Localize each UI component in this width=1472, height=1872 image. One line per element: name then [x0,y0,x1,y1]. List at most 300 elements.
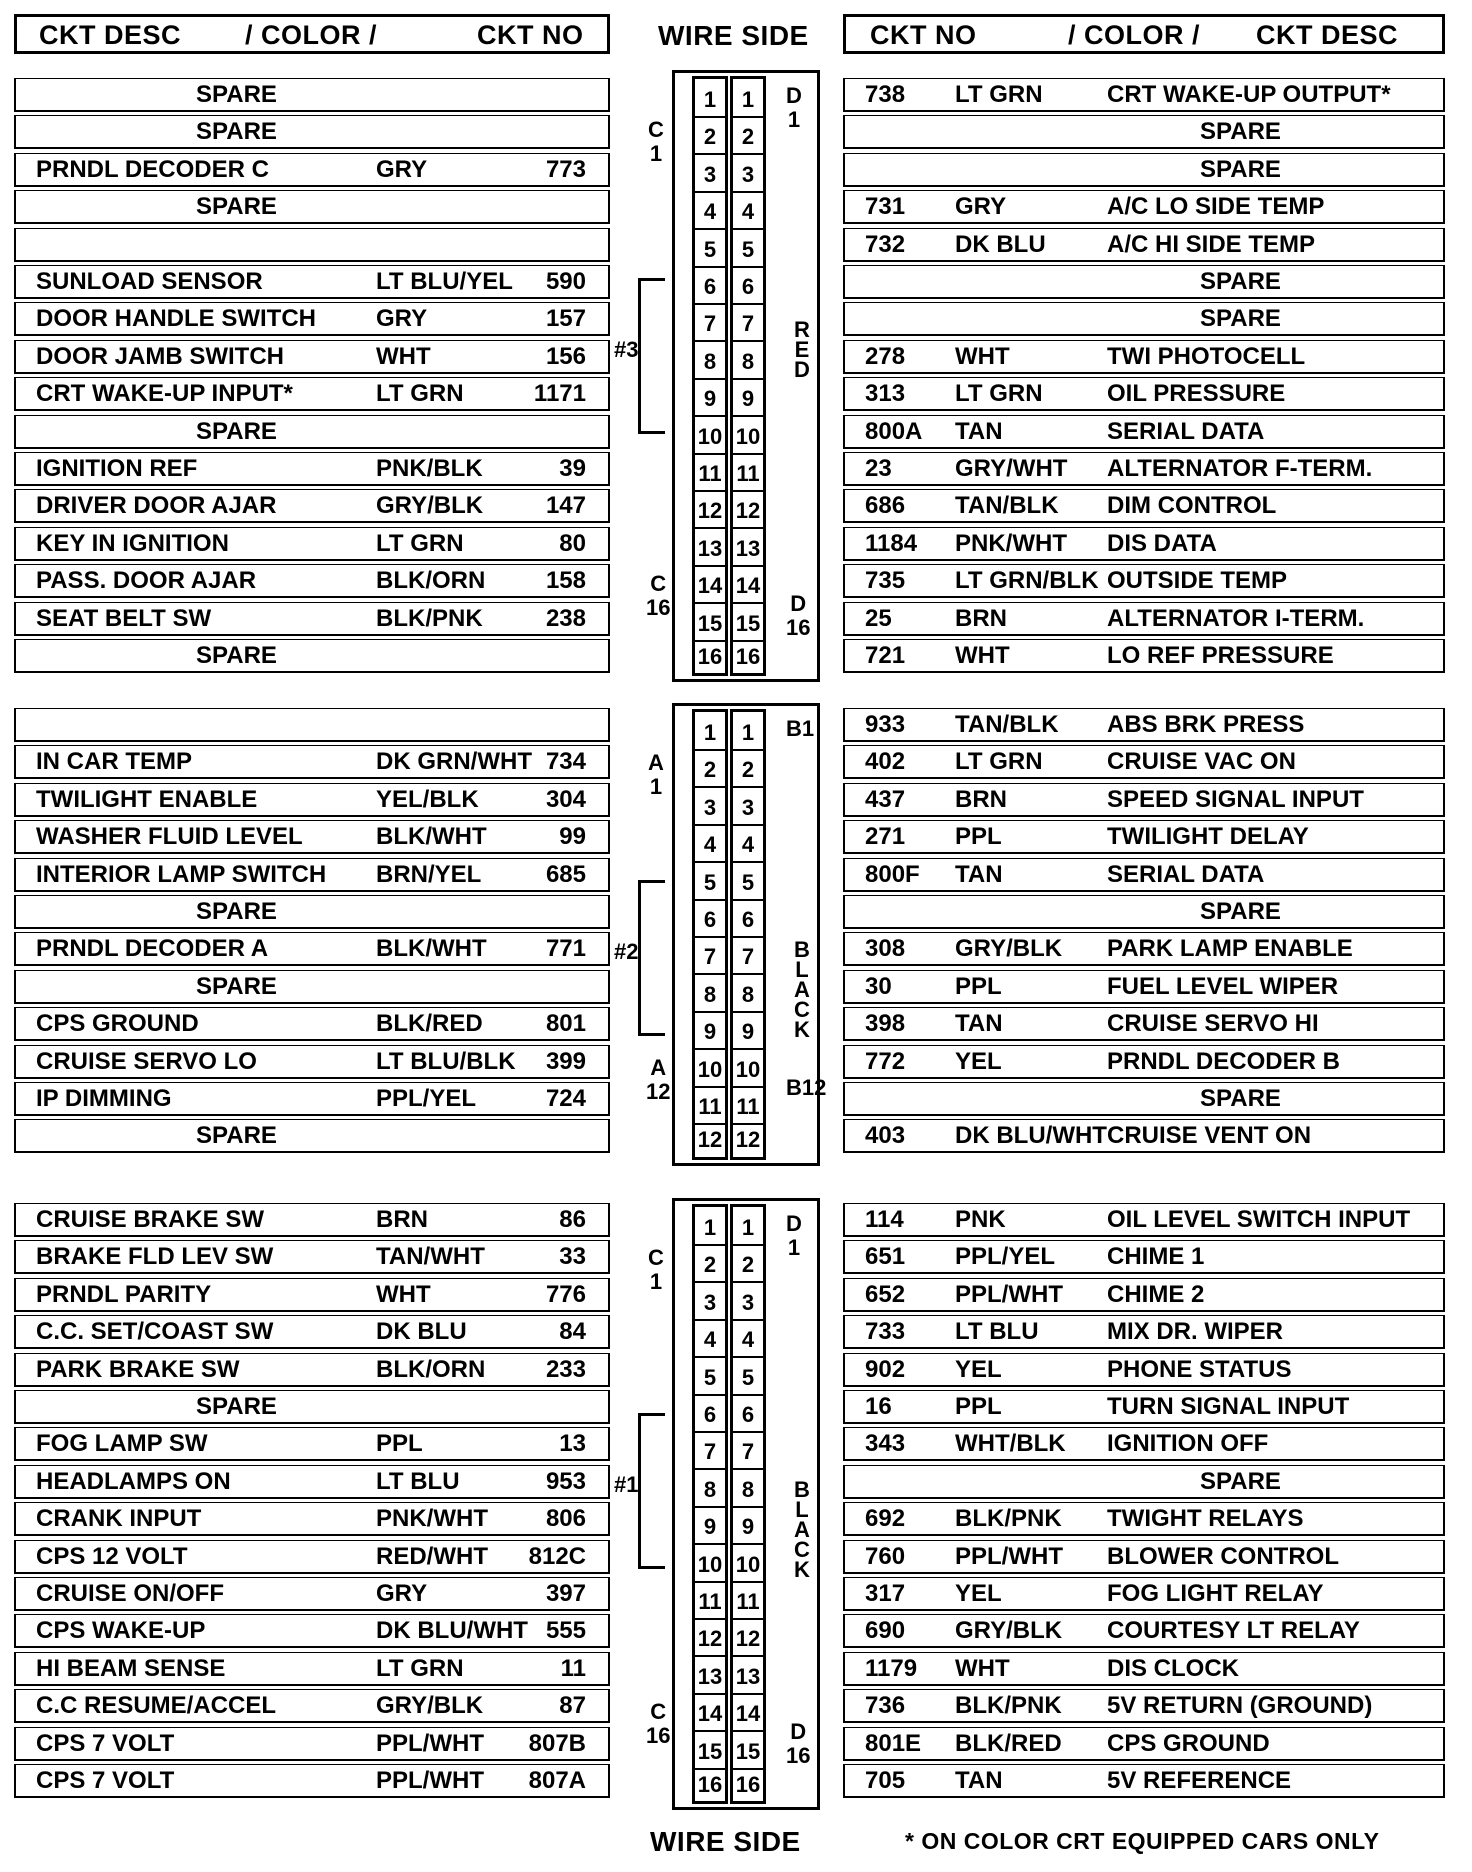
circuit-description: IP DIMMING [36,1085,172,1112]
left-table-row [14,415,610,449]
circuit-number: 736 [865,1692,906,1719]
circuit-description: BLOWER CONTROL [1107,1543,1339,1570]
circuit-number: 801 [545,1010,586,1037]
spare-label: SPARE [1200,118,1281,145]
left-table-row [14,302,610,336]
wire-color: LT GRN [955,748,1043,775]
pin-number: 5 [695,866,725,901]
right-table-row [843,377,1445,411]
circuit-description: A/C LO SIDE TEMP [1107,193,1325,220]
circuit-number: 772 [865,1048,906,1075]
pin-number: 10 [695,420,725,455]
pin-number: 1 [695,83,725,118]
circuit-number: 397 [545,1580,586,1607]
circuit-number: 99 [559,823,586,850]
left-table-row [14,1764,610,1798]
wire-color: DK BLU/WHT [376,1617,528,1644]
circuit-description: CRANK INPUT [36,1505,202,1532]
wire-color: BLK/WHT [376,823,487,850]
connector-lock-bracket [638,278,665,434]
right-table-row [843,1203,1445,1237]
spare-label: SPARE [196,418,277,445]
circuit-number: 807B [528,1730,586,1757]
pin-number: 16 [735,1772,761,1797]
wire-color: DK BLU/WHT [955,1122,1107,1149]
circuit-number: 23 [865,455,892,482]
right-table-row [843,708,1445,742]
wire-color: BLK/PNK [955,1505,1062,1532]
left-table-row [14,1315,610,1349]
pin-number: 2 [695,753,725,788]
left-table-row [14,1689,610,1723]
pin-number: 5 [695,1361,725,1396]
circuit-description: ALTERNATOR F-TERM. [1107,455,1373,482]
circuit-number: 399 [545,1048,586,1075]
pin-number: 12 [735,1127,761,1152]
pin-number: 2 [733,1248,763,1283]
pin-number: 8 [733,345,763,380]
circuit-description: CPS GROUND [36,1010,199,1037]
left-table-row [14,527,610,561]
left-table-row [14,708,610,742]
left-table-row [14,783,610,817]
pin-number: 1 [733,716,763,751]
circuit-description: INTERIOR LAMP SWITCH [36,861,327,888]
pin-number: 14 [695,1697,725,1732]
circuit-number: 317 [865,1580,906,1607]
circuit-number: 304 [545,786,586,813]
circuit-description: SPEED SIGNAL INPUT [1107,786,1364,813]
pin-number: 7 [733,1435,763,1470]
wire-color: GRY/BLK [376,492,484,519]
circuit-number: 80 [559,530,586,557]
pin-number: 2 [695,120,725,155]
circuit-description: TURN SIGNAL INPUT [1107,1393,1350,1420]
right-table-row [843,1540,1445,1574]
wire-color: PPL/WHT [376,1767,484,1794]
pin-number: 12 [695,494,725,529]
left-table-row [14,1353,610,1387]
circuit-description: CHIME 2 [1107,1281,1205,1308]
left-table-row [14,1278,610,1312]
right-table-row [843,190,1445,224]
left-table-row [14,970,610,1004]
circuit-description: DIM CONTROL [1107,492,1277,519]
left-table-row [14,452,610,486]
wire-color: TAN [955,1010,1003,1037]
pin-number: 5 [695,233,725,268]
pin-number: 10 [695,1548,725,1583]
circuit-description: PASS. DOOR AJAR [36,567,257,594]
circuit-number: 590 [545,268,586,295]
right-table-row [843,115,1445,149]
circuit-description: CPS 12 VOLT [36,1543,188,1570]
connector-right-bottom-label: D 16 [786,1719,811,1768]
right-header-ckt-desc: CKT DESC [1256,20,1399,50]
wire-color: YEL [955,1048,1002,1075]
wire-color: PNK [955,1206,1006,1233]
circuit-description: CHIME 1 [1107,1243,1205,1270]
circuit-description: C.C. SET/COAST SW [36,1318,274,1345]
left-header-ckt-no: CKT NO [477,20,584,50]
circuit-number: 13 [559,1430,586,1457]
left-table-row [14,1577,610,1611]
wire-color: GRY [376,305,428,332]
circuit-number: 308 [865,935,906,962]
wire-color: LT GRN [955,81,1043,108]
pin-number: 11 [733,1090,763,1125]
wire-color: WHT [955,343,1010,370]
circuit-number: 1171 [533,380,586,407]
circuit-number: 238 [545,605,586,632]
left-table-row [14,639,610,673]
right-table-row [843,340,1445,374]
circuit-description: TWILIGHT ENABLE [36,786,258,813]
circuit-number: 30 [865,973,892,1000]
pin-number: 8 [733,978,763,1013]
left-table-row [14,602,610,636]
pin-number: 6 [733,270,763,305]
spare-label: SPARE [1200,305,1281,332]
wire-color: TAN [955,418,1003,445]
circuit-description: IGNITION OFF [1107,1430,1269,1457]
circuit-number: 760 [865,1543,906,1570]
wire-color: PNK/WHT [376,1505,488,1532]
right-table-row [843,302,1445,336]
circuit-number: 773 [545,156,586,183]
circuit-number: 398 [865,1010,906,1037]
wire-color: GRY/BLK [376,1692,484,1719]
pin-number: 1 [733,83,763,118]
left-table-row [14,1652,610,1686]
right-table-row [843,1278,1445,1312]
right-table-row [843,932,1445,966]
pin-number: 14 [733,1697,763,1732]
wire-color: WHT [955,1655,1010,1682]
wire-color: GRY/BLK [955,935,1063,962]
connector-lock-bracket [638,1413,665,1569]
connector-left-bottom-label: C 16 [646,1699,671,1748]
connector-number-label: #1 [614,1472,639,1497]
circuit-description: CRUISE ON/OFF [36,1580,225,1607]
right-table-row [843,1045,1445,1079]
pin-number: 4 [695,195,725,230]
pin-number: 14 [733,569,763,604]
pin-number: 16 [735,644,761,669]
pin-number: 9 [733,1510,763,1545]
circuit-description: PRNDL DECODER B [1107,1048,1340,1075]
circuit-number: 812C [528,1543,586,1570]
wire-color: LT GRN/BLK [955,567,1099,594]
circuit-number: 1179 [865,1655,918,1682]
wire-color: LT GRN [955,380,1043,407]
wire-color: LT BLU/YEL [376,268,513,295]
circuit-description: LO REF PRESSURE [1107,642,1334,669]
pin-number: 1 [695,716,725,751]
pin-number: 10 [695,1053,725,1088]
circuit-description: TWI PHOTOCELL [1107,343,1306,370]
circuit-description: ABS BRK PRESS [1107,711,1305,738]
wire-color: WHT/BLK [955,1430,1066,1457]
right-table-row [843,1502,1445,1536]
circuit-description: CRT WAKE-UP INPUT* [36,380,293,407]
circuit-description: FOG LAMP SW [36,1430,208,1457]
wire-color: BLK/WHT [376,935,487,962]
wire-color: PPL [955,1393,1002,1420]
circuit-description: DIS DATA [1107,530,1217,557]
pin-number: 15 [733,1735,763,1770]
pin-number: 6 [695,903,725,938]
pin-column-right [730,709,766,1160]
right-table-row [843,639,1445,673]
wire-color: PPL/YEL [955,1243,1056,1270]
pin-number: 9 [733,382,763,417]
left-table-row [14,1007,610,1041]
left-table-row [14,1427,610,1461]
circuit-description: CPS WAKE-UP [36,1617,206,1644]
left-table-row [14,1390,610,1424]
wire-color: YEL [955,1356,1002,1383]
circuit-number: 800F [865,861,920,888]
right-table-row [843,895,1445,929]
right-table-row [843,1353,1445,1387]
wire-color: PNK/WHT [955,530,1067,557]
right-table-row [843,78,1445,112]
pin-number: 5 [733,866,763,901]
circuit-description: ALTERNATOR I-TERM. [1107,605,1365,632]
spare-label: SPARE [196,898,277,925]
pin-number: 3 [733,1286,763,1321]
wire-color: PPL [376,1430,423,1457]
left-table-row [14,820,610,854]
wire-color: LT GRN [376,1655,464,1682]
circuit-number: 733 [865,1318,906,1345]
left-table-row [14,1203,610,1237]
circuit-description: HEADLAMPS ON [36,1468,231,1495]
right-table-row [843,1465,1445,1499]
right-table-row [843,1764,1445,1798]
circuit-description: 5V REFERENCE [1107,1767,1292,1794]
pin-number: 3 [695,791,725,826]
circuit-number: 902 [865,1356,906,1383]
circuit-number: 233 [545,1356,586,1383]
circuit-number: 705 [865,1767,906,1794]
right-table-row [843,265,1445,299]
circuit-number: 685 [545,861,586,888]
pin-number: 8 [695,978,725,1013]
connector-color-label: R E D [794,317,810,382]
pin-number: 16 [697,1772,723,1797]
wire-color: GRY/WHT [955,455,1068,482]
pin-number: 2 [733,753,763,788]
pin-number: 3 [695,1286,725,1321]
circuit-number: 87 [559,1692,586,1719]
wire-color: BRN [376,1206,428,1233]
pin-number: 11 [733,457,763,492]
circuit-description: KEY IN IGNITION [36,530,229,557]
pin-number: 15 [733,607,763,642]
circuit-number: 33 [559,1243,586,1270]
pin-number: 4 [733,195,763,230]
connector-lock-bracket [638,880,665,1036]
left-table-row [14,265,610,299]
pin-number: 12 [697,1127,723,1152]
circuit-description: CRUISE SERVO HI [1107,1010,1319,1037]
right-table-row [843,1577,1445,1611]
circuit-description: PRNDL DECODER A [36,935,269,962]
circuit-number: 734 [545,748,586,775]
pin-number: 2 [695,1248,725,1283]
circuit-description: OIL PRESSURE [1107,380,1286,407]
connector-right-bottom-label: B12 [786,1075,827,1100]
circuit-number: 651 [865,1243,906,1270]
circuit-number: 25 [865,605,892,632]
right-table-row [843,970,1445,1004]
circuit-number: 771 [545,935,586,962]
circuit-description: CRT WAKE-UP OUTPUT* [1107,81,1391,108]
spare-label: SPARE [1200,1085,1281,1112]
circuit-description: WASHER FLUID LEVEL [36,823,303,850]
left-table-row [14,564,610,598]
left-table-row [14,1045,610,1079]
left-table-row [14,1465,610,1499]
left-table-row [14,1240,610,1274]
connector-right-top-label: D 1 [786,83,802,132]
left-table-row [14,377,610,411]
pin-number: 6 [695,270,725,305]
circuit-number: 652 [865,1281,906,1308]
connector-right-top-label: B1 [786,716,815,741]
circuit-number: 555 [545,1617,586,1644]
left-table-row [14,340,610,374]
right-table-row [843,745,1445,779]
right-table-row [843,820,1445,854]
wire-color: WHT [955,642,1010,669]
circuit-number: 732 [865,231,906,258]
left-table-row [14,228,610,262]
wire-color: LT GRN [376,380,464,407]
connector-left-top-label: C 1 [648,117,664,166]
circuit-number: 686 [865,492,906,519]
circuit-number: 437 [865,786,906,813]
circuit-number: 1184 [865,530,918,557]
wire-color: LT BLU [376,1468,460,1495]
circuit-number: 738 [865,81,906,108]
pin-number: 9 [733,1015,763,1050]
right-table-row [843,1727,1445,1761]
circuit-description: SUNLOAD SENSOR [36,268,263,295]
pin-number: 1 [733,1211,763,1246]
right-table-row [843,228,1445,262]
spare-label: SPARE [1200,268,1281,295]
right-table-row [843,153,1445,187]
wire-color: PPL/YEL [376,1085,477,1112]
wire-side-top: WIRE SIDE [658,20,809,51]
pin-number: 11 [695,1585,725,1620]
circuit-description: COURTESY LT RELAY [1107,1617,1360,1644]
pin-number: 1 [695,1211,725,1246]
right-header-color: / COLOR / [1068,20,1200,50]
spare-label: SPARE [1200,898,1281,925]
circuit-description: PRNDL PARITY [36,1281,212,1308]
circuit-description: FUEL LEVEL WIPER [1107,973,1339,1000]
wire-color: GRY [376,156,428,183]
wire-color: PPL [955,823,1002,850]
pin-number: 2 [733,120,763,155]
wire-color: GRY [955,193,1007,220]
right-table-row [843,1082,1445,1116]
pin-number: 5 [733,1361,763,1396]
left-table-row [14,1727,610,1761]
pin-number: 6 [733,1398,763,1433]
circuit-description: CPS 7 VOLT [36,1730,175,1757]
pin-number: 3 [733,791,763,826]
pin-number: 9 [695,382,725,417]
spare-label: SPARE [196,642,277,669]
right-table-row [843,489,1445,523]
right-table-row [843,1652,1445,1686]
circuit-description: 5V RETURN (GROUND) [1107,1692,1373,1719]
pin-number: 7 [695,940,725,975]
left-table-row [14,895,610,929]
circuit-number: 157 [545,305,586,332]
circuit-number: 721 [865,642,906,669]
circuit-description: TWIGHT RELAYS [1107,1505,1304,1532]
left-table-row [14,745,610,779]
wire-color: PPL/WHT [955,1543,1063,1570]
pin-number: 6 [733,903,763,938]
circuit-number: 313 [865,380,906,407]
pin-number: 10 [733,1053,763,1088]
circuit-description: PHONE STATUS [1107,1356,1292,1383]
right-table-row [843,783,1445,817]
wire-color: BRN [955,605,1007,632]
wire-color: TAN [955,1767,1003,1794]
left-table-row [14,489,610,523]
connector-left-bottom-label: C 16 [646,571,671,620]
wire-color: BLK/ORN [376,567,486,594]
circuit-number: 402 [865,748,906,775]
wire-color: LT GRN [376,530,464,557]
circuit-description: SEAT BELT SW [36,605,212,632]
pin-number: 9 [695,1015,725,1050]
circuit-description: DOOR HANDLE SWITCH [36,305,316,332]
pin-number: 15 [695,607,725,642]
wire-color: LT BLU/BLK [376,1048,516,1075]
left-table-row [14,1540,610,1574]
circuit-description: IGNITION REF [36,455,198,482]
circuit-description: IN CAR TEMP [36,748,192,775]
pin-number: 8 [695,345,725,380]
wire-color: YEL [955,1580,1002,1607]
circuit-number: 16 [865,1393,892,1420]
wire-color: DK GRN/WHT [376,748,532,775]
circuit-description: SERIAL DATA [1107,418,1265,445]
circuit-number: 731 [865,193,906,220]
pin-number: 6 [695,1398,725,1433]
left-table-row [14,1502,610,1536]
wire-color: BLK/RED [376,1010,483,1037]
connector-left-top-label: C 1 [648,1245,664,1294]
wire-color: WHT [376,1281,431,1308]
right-table-row [843,564,1445,598]
circuit-description: DIS CLOCK [1107,1655,1239,1682]
wire-color: GRY [376,1580,428,1607]
circuit-description: DRIVER DOOR AJAR [36,492,277,519]
right-table-row [843,527,1445,561]
connector-left-top-label: A 1 [648,750,664,799]
pin-number: 12 [733,1622,763,1657]
